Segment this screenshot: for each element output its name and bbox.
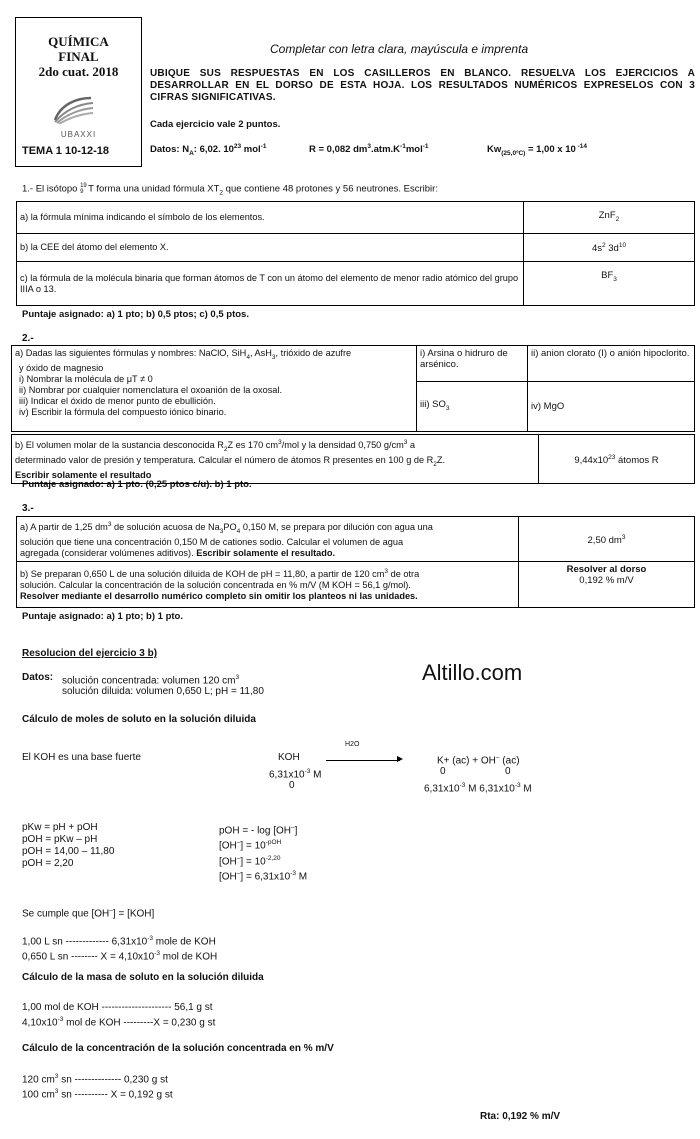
ex3-score: Puntaje asignado: a) 1 pto; b) 1 pto. [22, 611, 183, 622]
ex2-qa1: a) Dadas las siguientes fórmulas y nombres: NaClO, SiH [15, 348, 247, 358]
ex3-number: 3.- [22, 503, 34, 514]
ex2-question-b [12, 435, 539, 484]
r-text: R = 0,082 dm [309, 144, 368, 156]
na-exp: 23 [233, 143, 242, 150]
equality-text: Se cumple que [OH [22, 908, 110, 920]
ex3-qa-line3 [20, 548, 515, 559]
ex1-answer-b-exp2: 10 [618, 242, 627, 250]
ex2-qb1b: Z es 170 cm [227, 440, 279, 451]
data-label: Datos: [150, 144, 180, 156]
ex3-qa1-exp: 3 [107, 521, 112, 528]
ex3-answer-a[interactable] [519, 517, 695, 562]
logo-text: UBAXXI [60, 130, 97, 139]
ex2-table-a [11, 345, 695, 432]
eq-r2-exp: – [236, 839, 241, 847]
ex2-qb1: b) El volumen molar de la sustancia desconocida R [15, 440, 224, 451]
ex3-answer-b[interactable] [519, 561, 695, 607]
mass-calc [22, 1002, 215, 1029]
ex2-score: Puntaje asignado: a) 1 pto. (0,25 ptos c/u). b) 1 pto. [22, 479, 252, 490]
ex1-intro-c: que contiene 48 protones y 56 neutrones. Escribir: [223, 183, 438, 195]
koh-label: KOH [278, 752, 300, 763]
instructions: UBIQUE SUS RESPUESTAS EN LOS CASILLEROS EN BLANCO. RESUELVA LOS EJERCICIOS A DESARROLLAR EN EL DORSO DE ESTA HOJA. LOS RESULTADOS NUMÉRICOS EXPRESELOS CON 3 CIFRAS SIGNIFICATIVAS. [150, 68, 695, 103]
r-constant [309, 143, 428, 155]
eq-left [22, 822, 114, 870]
m2-text: 0,650 L sn -------- X = 4,10x10 [22, 951, 155, 963]
kw-exp: -14 [575, 143, 587, 150]
ex2-qa1b: , AsH [249, 348, 272, 358]
ex3-qb1b: de otra [388, 569, 420, 580]
ex2-qa1-sub1: 4 [246, 353, 250, 361]
k-initial: 0 [440, 766, 446, 777]
eq-r1-exp: – [290, 824, 295, 831]
ex3-qb-line3: Resolver mediante el desarrollo numérico completo sin omitir los planteos ni las unidades. [20, 591, 418, 602]
na-unit-exp: -1 [260, 143, 267, 150]
ex3-qa3-bold: Escribir solamente el resultado. [196, 547, 336, 558]
eq-r4-text2: ] = 6,31x10 [240, 871, 291, 883]
eq-r2-text: [OH [219, 840, 237, 852]
ex3-qb1: b) Se preparan 0,650 L de una solución diluida de KOH de pH = 11,80, a partir de 120 cm [20, 569, 385, 580]
ex1-question-b: b) la CEE del átomo del elemento X. [17, 234, 524, 262]
ex2-qb1-sub: 2 [223, 445, 228, 453]
ex1-answer-b-exp: 2 [601, 242, 606, 250]
isotope-mass: 19 [80, 183, 87, 189]
r-text2: .atm.K [370, 144, 401, 156]
eq-r3-text: [OH [219, 855, 237, 867]
ex1-question-c: c) la fórmula de la molécula binaria que forman átomos de T con un átomo del elemento de menor radio atómico del grupo IIIA o 13. [17, 262, 524, 306]
eq-r2-exp2: -pOH [265, 839, 282, 847]
kw-sub: (25,0ºC) [501, 150, 526, 158]
arrow-head-icon [397, 756, 403, 762]
ex1-answer-b-text2: 3d [605, 243, 619, 255]
ex3-qb1-exp: 3 [384, 568, 389, 576]
eq-r3-text2: ] = 10 [240, 855, 266, 867]
ex2-qb1c: /mol y la densidad 0,750 g/cm [281, 440, 404, 451]
eq-r1-text: pOH = - log [OH [219, 825, 291, 837]
na-sub: A [189, 150, 194, 158]
pf-text2: M 6,31x10 [465, 783, 515, 795]
products-final [424, 780, 532, 795]
ex1-answer-c-text: BF [601, 270, 614, 281]
ex2-qb2b: Z. [436, 454, 446, 465]
equality-exp: – [109, 907, 113, 914]
datos1-text: solución concentrada: volumen 120 cm [62, 675, 236, 687]
heading-mass: Cálculo de la masa de soluto en la solución diluida [22, 972, 264, 983]
points-note: Cada ejercicio vale 2 puntos. [150, 119, 281, 130]
ex2-answer-iii[interactable] [417, 382, 528, 432]
ex2-qb2-sub: 2 [433, 460, 437, 468]
eq-r3-exp: – [236, 854, 241, 862]
ex2-answer-b-text2: átomos R [615, 454, 659, 466]
datos-label: Datos: [22, 672, 54, 683]
r-exp3: -1 [422, 143, 429, 150]
ex3-answer-a-exp: 3 [621, 533, 626, 541]
eq-r2-text2: ] = 10 [240, 840, 266, 852]
ex3-qa1: a) A partir de 1,25 dm [20, 522, 108, 533]
ex2-table-b [11, 434, 695, 484]
ex1-intro [22, 183, 438, 196]
s2-exp: -3 [57, 1016, 64, 1023]
ex2-answer-iii-text: iii) SO [420, 399, 446, 411]
ex2-qa-line6: iv) Escribir la fórmula del compuesto iónico binario. [19, 406, 227, 417]
s2-text2: mol de KOH ---------X = 0,230 g st [63, 1017, 216, 1029]
c1-exp: 3 [54, 1073, 59, 1080]
ex3-qa1-sub2: 4 [236, 527, 241, 535]
m2-text2: mol de KOH [159, 951, 218, 963]
ex1-intro-b: T forma una unidad fórmula XT [88, 183, 220, 195]
solution-datos2: solución diluida: volumen 0,650 L; pH = 11,80 [62, 686, 264, 697]
oh-initial: 0 [505, 766, 511, 777]
eq-l2: pOH = pKw – pH [22, 834, 98, 845]
koh-conc-unit: M [310, 769, 322, 781]
r-exp: 3 [367, 143, 371, 150]
products-text: K+ (ac) + OH [437, 755, 496, 767]
m2-exp: -3 [154, 950, 160, 958]
ex2-qb1-exp2: 3 [403, 439, 408, 446]
s2-text: 4,10x10 [22, 1017, 58, 1029]
strong-base-text: El KOH es una base fuerte [22, 752, 141, 763]
datos1-exp: 3 [235, 674, 240, 681]
kw-constant [487, 143, 587, 157]
ex2-answer-iv[interactable]: iv) MgO [528, 382, 695, 432]
mass-line1: 1,00 mol de KOH --------------------- 56,1 g st [22, 1002, 213, 1013]
subtitle: Completar con letra clara, mayúscula e imprenta [270, 42, 529, 56]
header-box [15, 17, 142, 167]
reaction-arrow [326, 760, 400, 761]
pf-exp1: -3 [459, 782, 466, 789]
m1-exp: -3 [147, 935, 153, 942]
na-value: : 6,02. 10 [193, 144, 234, 156]
ex2-qb2: determinado valor de presión y temperatura. Calcular el número de átomos R presentes en 100 g de R [15, 454, 434, 465]
na-label: N [182, 144, 190, 156]
koh-final: 0 [289, 780, 295, 791]
koh-conc-exp: -3 [304, 768, 311, 775]
products-text2: (ac) [499, 755, 520, 767]
solution-datos-label [22, 672, 53, 684]
moles-line1 [22, 933, 217, 948]
products-exp: – [495, 754, 500, 761]
ex2-qb1-exp: 3 [278, 439, 282, 446]
m1-text2: mole de KOH [153, 936, 216, 948]
eq-r4 [219, 868, 307, 883]
ex1-intro-sub: 2 [219, 189, 224, 197]
moles-calc [22, 933, 217, 964]
ex2-answer-b-text: 9,44x10 [574, 454, 609, 466]
final-label: FINAL [58, 49, 99, 64]
ex3-table [16, 516, 695, 608]
pf-text1: 6,31x10 [424, 783, 460, 795]
eq-r3-exp2: -2,20 [265, 854, 281, 862]
isotope-z: 9 [80, 189, 84, 195]
heading-moles: Cálculo de moles de soluto en la solución diluida [22, 714, 256, 725]
ex1-score: Puntaje asignado: a) 1 pto; b) 0,5 ptos; c) 0,5 ptos. [22, 309, 249, 320]
equality-line [22, 905, 154, 920]
eq-r4-exp: – [236, 869, 241, 877]
eq-r1-text2: ] [294, 825, 298, 837]
moles-line2 [22, 948, 217, 963]
ex1-answer-a[interactable] [524, 202, 695, 234]
ex2-answer-ii[interactable]: ii) anion clorato (I) o anión hipoclorito. [528, 346, 695, 382]
eq-r1 [219, 822, 307, 837]
ex3-qa1d: 0,150 M, se prepara por dilución con agua una [240, 522, 433, 533]
eq-l3: pOH = 14,00 – 11,80 [22, 846, 115, 857]
eq-r2 [219, 837, 307, 852]
h2o-label: H2O [345, 741, 360, 748]
eq-right [219, 822, 307, 883]
ex2-question-a [12, 346, 417, 432]
ex2-qa-line1 [15, 348, 413, 363]
period-label: 2do cuat. 2018 [38, 64, 119, 79]
ex1-answer-a-sub: 2 [615, 215, 620, 223]
m1-text: 1,00 L sn ------------- 6,31x10 [22, 936, 148, 948]
ex2-qa-line3: i) Nombrar la molécula de μT ≠ 0 [19, 373, 153, 384]
final-answer: Rta: 0,192 % m/V [480, 1111, 561, 1122]
ex2-qb-line1 [15, 437, 535, 455]
ex1-answer-c-sub: 3 [613, 275, 617, 283]
ex3-qa1c: PO [223, 522, 237, 533]
ex2-qa1c: , trióxido de azufre [275, 348, 352, 358]
ex2-number: 2.- [22, 333, 34, 344]
eq-l1: pKw = pH + pOH [22, 822, 98, 833]
ex1-table [16, 201, 695, 306]
ex3-question-a [17, 517, 519, 562]
koh-concentration [269, 766, 321, 781]
ex2-qa-line2: y óxido de magnesio [19, 362, 104, 373]
r-exp2: -1 [400, 143, 406, 150]
ex1-answer-b-text: 4s [591, 243, 602, 255]
altillo-watermark: Altillo.com [422, 660, 523, 685]
ex3-answer-b-line2: 0,192 % m/V [579, 574, 634, 586]
kw-value: = 1,00 x 10 [525, 144, 576, 156]
c2-exp: 3 [54, 1088, 59, 1096]
ex2-answer-b-exp: 23 [608, 453, 616, 461]
isotope-notation [80, 183, 88, 195]
ex1-answer-b[interactable] [524, 234, 695, 262]
ex2-qa-line4: ii) Nombrar por cualquier nomenclatura el oxoanión de la oxosal. [19, 384, 283, 395]
c1-text: 120 cm [22, 1074, 55, 1086]
pf-exp2: -3 [514, 782, 521, 789]
ex3-qa3: agregada (considerar volúmenes aditivos). [20, 547, 197, 558]
ex2-qa-line5: iii) Indicar el óxido de menor punto de ebullición. [19, 395, 216, 406]
ex2-answer-b[interactable] [539, 435, 695, 484]
ex1-intro-a: 1.- El isótopo [22, 183, 81, 195]
ex3-qa1b: de solución acuosa de Na [111, 522, 220, 533]
ex1-answer-a-text: ZnF [598, 210, 616, 222]
ex3-answer-b-line1: Resolver al dorso [566, 563, 647, 575]
data-line [150, 143, 266, 157]
ex1-answer-c[interactable] [524, 262, 695, 306]
solution-title: Resolucion del ejercicio 3 b) [22, 648, 158, 659]
na-unit: mol [241, 144, 261, 156]
c2-text2: sn ---------- X = 0,192 g st [58, 1089, 173, 1101]
tema-label: TEMA 1 10-12-18 [22, 145, 110, 157]
equality-text2: ] = [KOH] [112, 908, 155, 920]
ex3-qa1-sub: 3 [219, 527, 224, 535]
ex2-answer-i[interactable]: i) Arsina o hidruro de arsénico. [417, 346, 528, 382]
eq-r4-unit: M [295, 871, 308, 883]
ex3-qa-line1 [20, 519, 515, 537]
ex2-qb-line3: Escribir solamente el resultado [15, 469, 152, 480]
ex3-question-b [17, 561, 519, 607]
ex2-qb1d: a [407, 440, 416, 451]
eq-r4-text: [OH [219, 871, 237, 883]
ex3-answer-a-text: 2,50 dm [587, 535, 622, 547]
c2-text: 100 cm [22, 1089, 55, 1101]
eq-l4: pOH = 2,20 [22, 858, 74, 869]
koh-conc-text: 6,31x10 [269, 769, 305, 781]
ex3-qa-line2: solución que tiene una concentración 0,150 M de cationes sodio. Calcular el volumen de agua [20, 536, 404, 547]
heading-concentration: Cálculo de la concentración de la solución concentrada en % m/V [22, 1043, 334, 1054]
conc-line1 [22, 1071, 173, 1086]
ex2-qa1-sub2: 3 [271, 353, 276, 361]
subject-title: QUÍMICA [48, 34, 109, 49]
ex3-qb-line2: solución. Calcular la concentración de la solución concentrada en % m/V (M KOH = 56,1 g/mol). [20, 580, 411, 591]
ex2-answer-iii-sub: 3 [445, 404, 450, 412]
kw-label: Kw [487, 144, 502, 156]
ex1-question-a: a) la fórmula mínima indicando el símbolo de los elementos. [17, 202, 524, 234]
c1-text2: sn -------------- 0,230 g st [58, 1074, 168, 1086]
uba-logo-icon [51, 94, 95, 124]
eq-r3 [219, 853, 307, 868]
r-text3: mol [405, 144, 423, 156]
eq-r4-exp2: -3 [290, 869, 296, 877]
pf-text3: M [520, 783, 532, 795]
ex2-qb-line2 [15, 455, 535, 470]
conc-calc [22, 1071, 173, 1102]
mass-line2 [22, 1014, 215, 1029]
conc-line2 [22, 1086, 173, 1101]
ex3-qb-line1 [20, 566, 515, 580]
